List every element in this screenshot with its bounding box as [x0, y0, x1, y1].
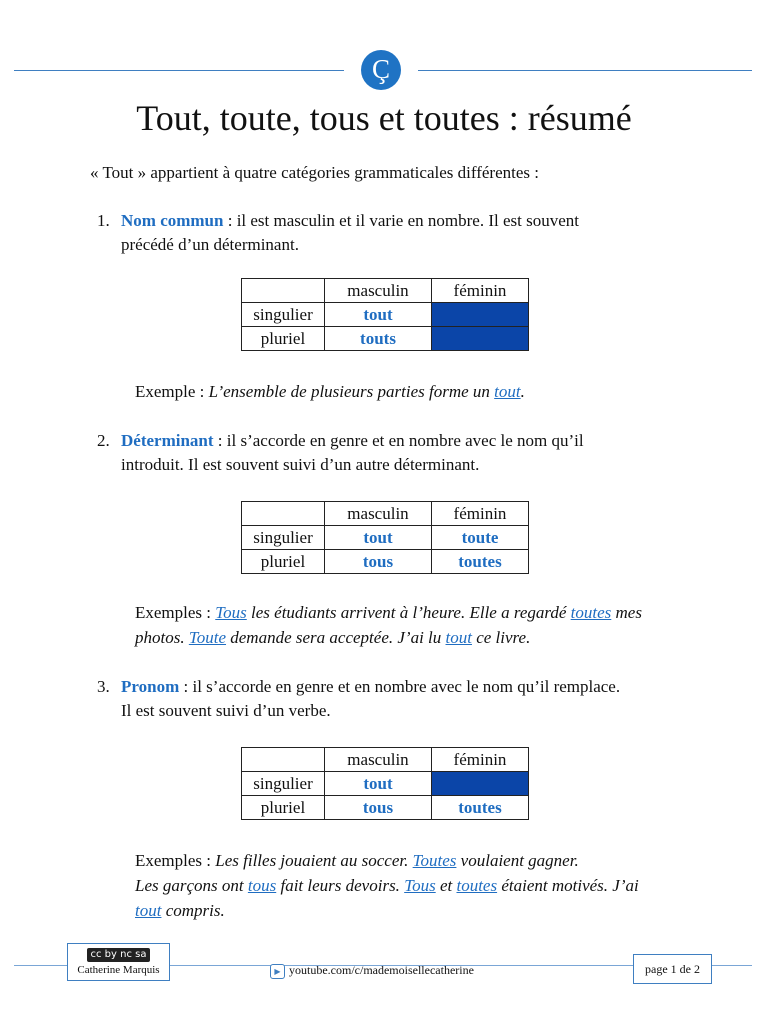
- section-determinant: [97, 429, 697, 477]
- intro-text: « Tout » appartient à quatre catégories grammaticales différentes :: [90, 163, 539, 182]
- example-text: L’ensemble de plusieurs parties forme un: [208, 382, 495, 401]
- filled-cell: [432, 772, 529, 796]
- form-cell: tout: [325, 303, 432, 327]
- table-corner: [242, 748, 325, 772]
- example-text: étaient motivés. J’ai: [497, 876, 639, 895]
- form-cell: toute: [432, 526, 529, 550]
- example-link[interactable]: toutes: [456, 876, 498, 895]
- example-link[interactable]: Tous: [215, 603, 247, 622]
- example-label: Exemples :: [135, 851, 216, 870]
- example-text: fait leurs devoirs.: [276, 876, 405, 895]
- column-header: masculin: [325, 502, 432, 526]
- example-text: ce livre.: [471, 628, 531, 647]
- example-nom-commun: [135, 379, 695, 404]
- definition-text: Il est souvent suivi d’un verbe.: [121, 701, 331, 720]
- example-link[interactable]: tous: [247, 876, 277, 895]
- row-label: singulier: [242, 772, 325, 796]
- row-label: pluriel: [242, 327, 325, 351]
- play-icon: ▶: [270, 964, 285, 979]
- column-header: féminin: [432, 279, 529, 303]
- column-header: féminin: [432, 502, 529, 526]
- section-number: 3.: [97, 677, 110, 696]
- definition-text: précédé d’un déterminant.: [121, 235, 299, 254]
- column-header: masculin: [325, 748, 432, 772]
- section-nom-commun: [97, 209, 697, 257]
- c-cedilla-icon: Ç: [361, 50, 401, 90]
- header-rule-right: [418, 70, 752, 71]
- example-link[interactable]: tout: [494, 382, 521, 401]
- table-determinant: [241, 501, 529, 574]
- form-cell: tout: [325, 526, 432, 550]
- column-header: féminin: [432, 748, 529, 772]
- page-title: Tout, toute, tous et toutes : résumé: [136, 98, 632, 138]
- row-label: pluriel: [242, 550, 325, 574]
- example-link[interactable]: Toutes: [412, 851, 457, 870]
- example-label: Exemple :: [135, 382, 209, 401]
- form-cell: tous: [325, 796, 432, 820]
- column-header: masculin: [325, 279, 432, 303]
- table-corner: [242, 502, 325, 526]
- cc-license-icon: cc by nc sa: [87, 948, 151, 962]
- example-link[interactable]: Toute: [188, 628, 227, 647]
- row-label: singulier: [242, 303, 325, 327]
- form-cell: tous: [325, 550, 432, 574]
- form-cell: toutes: [432, 550, 529, 574]
- example-text: photos.: [135, 628, 189, 647]
- example-pronom: [135, 848, 695, 923]
- example-text: voulaient gagner.: [456, 851, 579, 870]
- section-number: 2.: [97, 431, 110, 450]
- definition-text: : il s’accorde en genre et en nombre avec le nom qu’il: [213, 431, 584, 450]
- header-rule-left: [14, 70, 344, 71]
- example-label: Exemples :: [135, 603, 216, 622]
- row-label: pluriel: [242, 796, 325, 820]
- term-nom-commun: Nom commun: [121, 211, 224, 230]
- form-cell: tout: [325, 772, 432, 796]
- page-number: page 1 de 2: [633, 954, 712, 984]
- example-text: Les garçons ont: [135, 876, 248, 895]
- definition-text: : il est masculin et il varie en nombre. Il est souvent: [223, 211, 579, 230]
- table-nom-commun: [241, 278, 529, 351]
- example-text: .: [520, 382, 525, 401]
- filled-cell: [432, 303, 529, 327]
- example-link[interactable]: tout: [445, 628, 472, 647]
- definition-text: introduit. Il est souvent suivi d’un autre déterminant.: [121, 455, 480, 474]
- section-pronom: [97, 675, 697, 723]
- example-text: demande sera acceptée. J’ai lu: [226, 628, 446, 647]
- author-name: Catherine Marquis: [77, 964, 160, 976]
- table-corner: [242, 279, 325, 303]
- example-determinant: [135, 600, 695, 650]
- form-cell: toutes: [432, 796, 529, 820]
- row-label: singulier: [242, 526, 325, 550]
- example-link[interactable]: tout: [135, 901, 162, 920]
- term-pronom: Pronom: [121, 677, 180, 696]
- form-cell: touts: [325, 327, 432, 351]
- example-text: les étudiants arrivent à l’heure. Elle a regardé: [246, 603, 571, 622]
- example-text: compris.: [161, 901, 225, 920]
- example-text: Les filles jouaient au soccer.: [215, 851, 413, 870]
- term-determinant: Déterminant: [121, 431, 214, 450]
- example-link[interactable]: Tous: [404, 876, 436, 895]
- example-text: mes: [611, 603, 642, 622]
- filled-cell: [432, 327, 529, 351]
- definition-text: : il s’accorde en genre et en nombre avec le nom qu’il remplace.: [179, 677, 621, 696]
- table-pronom: [241, 747, 529, 820]
- license-box: [67, 943, 170, 981]
- example-link[interactable]: toutes: [570, 603, 612, 622]
- example-text: et: [435, 876, 457, 895]
- youtube-link[interactable]: [270, 963, 474, 979]
- section-number: 1.: [97, 211, 110, 230]
- youtube-url[interactable]: youtube.com/c/mademoisellecatherine: [289, 963, 474, 977]
